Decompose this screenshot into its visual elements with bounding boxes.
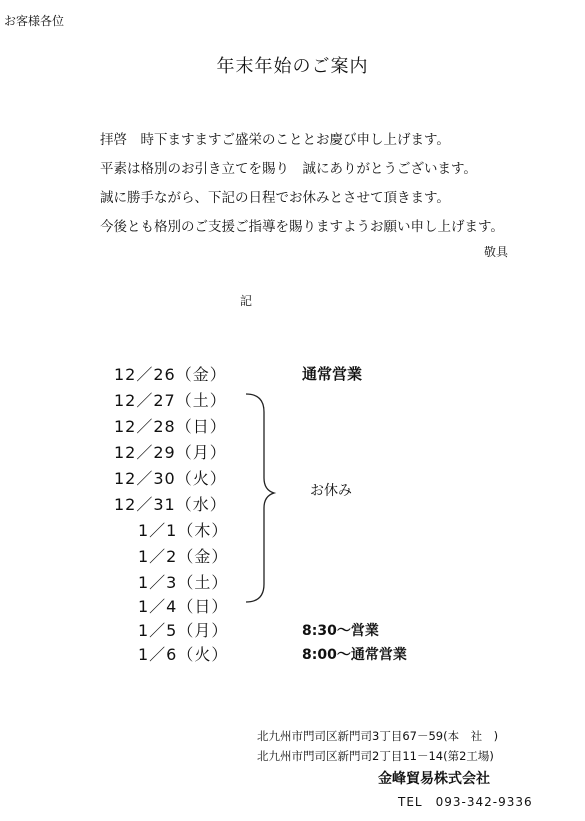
date-row: 1／5（月）: [138, 621, 229, 640]
brace-icon: [240, 388, 280, 608]
date-row: 1／4（日）: [138, 597, 229, 616]
telephone: TEL 093-342-9336: [398, 795, 533, 809]
address-factory: 北九州市門司区新門司2丁目11－14(第2工場): [257, 749, 494, 763]
date-row: 1／3（土）: [138, 573, 229, 592]
date-row: 1／2（金）: [138, 547, 229, 566]
page-title: 年末年始のご案内: [216, 56, 369, 77]
body-line: 誠に勝手ながら、下記の日程でお休みとさせて頂きます。: [100, 190, 450, 206]
addressee: お客様各位: [4, 14, 65, 28]
status-holiday: お休み: [310, 483, 352, 499]
status-jan6: 8:00～通常営業: [302, 647, 407, 663]
ki-heading: 記: [240, 294, 253, 308]
address-headquarters: 北九州市門司区新門司3丁目67－59(本 社 ): [257, 729, 499, 743]
company-name: 金峰貿易株式会社: [378, 771, 490, 787]
body-line: 拝啓 時下ますますご盛栄のこととお慶び申し上げます。: [100, 132, 450, 148]
body-line: 平素は格別のお引き立てを賜り 誠にありがとうございます。: [100, 161, 477, 177]
date-row: 12／27（土）: [114, 391, 227, 410]
status-regular: 通常営業: [302, 365, 363, 383]
date-row: 12／26（金）: [114, 365, 227, 384]
date-row: 1／1（木）: [138, 521, 229, 540]
date-row: 12／29（月）: [114, 443, 227, 462]
date-row: 1／6（火）: [138, 645, 229, 664]
date-row: 12／31（水）: [114, 495, 227, 514]
status-jan5: 8:30～営業: [302, 623, 379, 639]
body-line: 今後とも格別のご支援ご指導を賜りますようお願い申し上げます。: [100, 219, 504, 235]
date-row: 12／28（日）: [114, 417, 227, 436]
closing: 敬具: [484, 245, 509, 259]
date-row: 12／30（火）: [114, 469, 227, 488]
